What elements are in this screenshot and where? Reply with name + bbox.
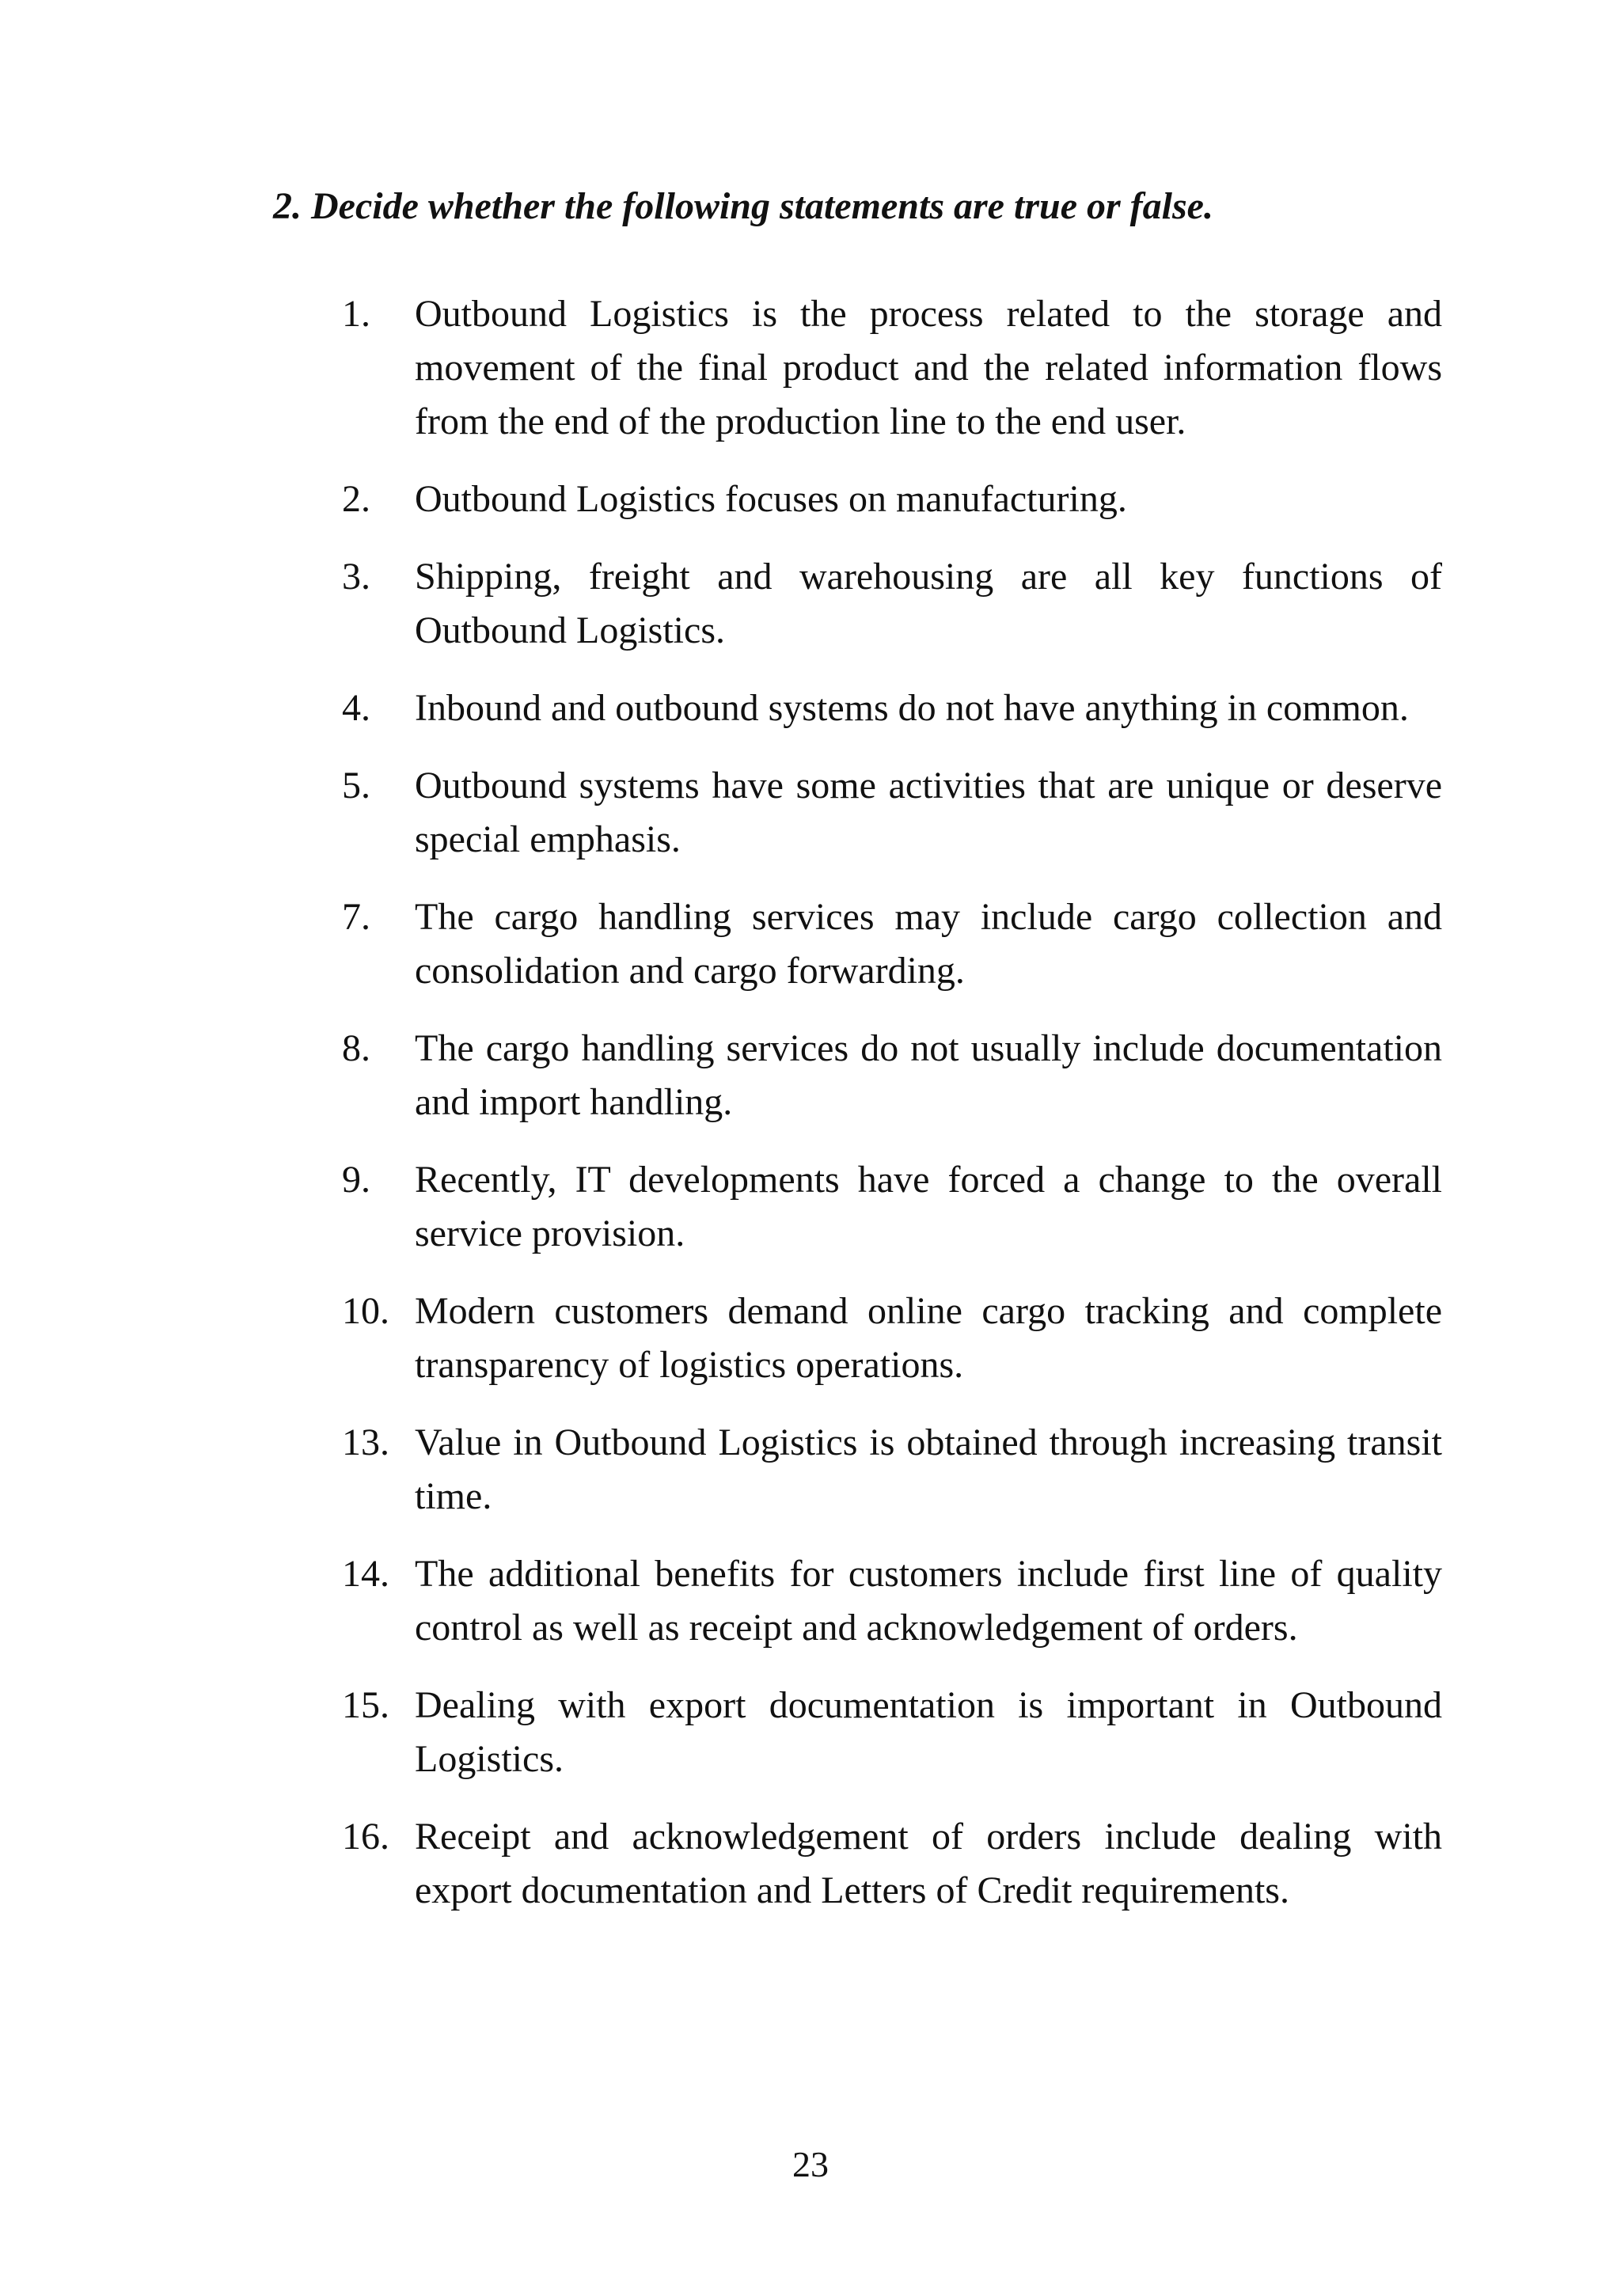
statement-number: 9. bbox=[342, 1159, 370, 1201]
page-number: 23 bbox=[792, 2144, 829, 2184]
statement-text: The cargo handling services may include cargo collection and consolidation and cargo forwarding. bbox=[415, 896, 1442, 992]
statement-item bbox=[342, 1022, 1442, 1129]
statement-text: Outbound Logistics is the process related to the storage and movement of the final product and the related information flows from the end of the production line to the end user. bbox=[415, 293, 1442, 442]
statement-text: The additional benefits for customers include first line of quality control as well as receipt and acknowledgement of orders. bbox=[415, 1553, 1442, 1649]
statement-number: 5. bbox=[342, 765, 370, 806]
statement-item bbox=[342, 1416, 1442, 1524]
statement-item bbox=[342, 1547, 1442, 1655]
statement-item bbox=[342, 681, 1442, 735]
statement-number: 4. bbox=[342, 687, 370, 729]
statement-text: Outbound Logistics focuses on manufacturing. bbox=[415, 478, 1127, 520]
statement-number: 8. bbox=[342, 1027, 370, 1069]
statement-list bbox=[342, 287, 1442, 1941]
statement-text: Shipping, freight and warehousing are all key functions of Outbound Logistics. bbox=[415, 556, 1442, 651]
statement-item bbox=[342, 1810, 1442, 1918]
statement-number: 13. bbox=[342, 1421, 389, 1463]
statement-item bbox=[342, 550, 1442, 658]
statement-text: Dealing with export documentation is important in Outbound Logistics. bbox=[415, 1684, 1442, 1780]
statement-item bbox=[342, 759, 1442, 867]
statement-text: Outbound systems have some activities that are unique or deserve special emphasis. bbox=[415, 765, 1442, 860]
statement-item bbox=[342, 1679, 1442, 1786]
statement-number: 15. bbox=[342, 1684, 389, 1726]
statement-item bbox=[342, 287, 1442, 449]
statement-number: 2. bbox=[342, 478, 370, 520]
statement-number: 3. bbox=[342, 556, 370, 598]
statement-text: Recently, IT developments have forced a change to the overall service provision. bbox=[415, 1159, 1442, 1254]
statement-text: Modern customers demand online cargo tracking and complete transparency of logistics operations. bbox=[415, 1290, 1442, 1386]
statement-text: Value in Outbound Logistics is obtained through increasing transit time. bbox=[415, 1421, 1442, 1517]
statement-number: 16. bbox=[342, 1816, 389, 1858]
statement-text: The cargo handling services do not usually include documentation and import handling. bbox=[415, 1027, 1442, 1123]
statement-number: 7. bbox=[342, 896, 370, 938]
statement-number: 10. bbox=[342, 1290, 389, 1332]
statement-item bbox=[342, 1153, 1442, 1261]
statement-text: Inbound and outbound systems do not have anything in common. bbox=[415, 687, 1409, 729]
statement-number: 1. bbox=[342, 293, 370, 335]
statement-number: 14. bbox=[342, 1553, 389, 1595]
statement-item bbox=[342, 890, 1442, 998]
statement-item bbox=[342, 472, 1442, 526]
exercise-heading: 2. Decide whether the following statements are true or false. bbox=[273, 185, 1213, 227]
statement-item bbox=[342, 1285, 1442, 1392]
statement-text: Receipt and acknowledgement of orders include dealing with export documentation and Letters of Credit requirements. bbox=[415, 1816, 1442, 1911]
